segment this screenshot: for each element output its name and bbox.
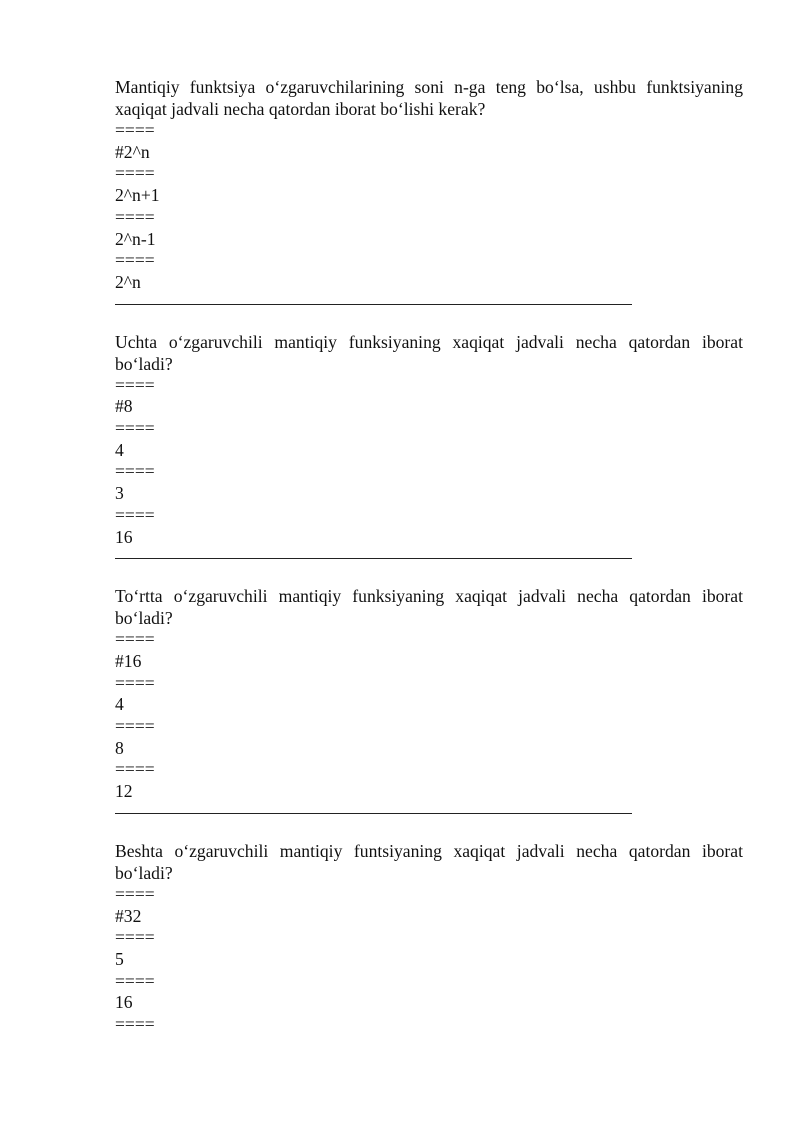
question-text: To‘rtta o‘zgaruvchili mantiqiy funksiyaning xaqiqat jadvali necha qatordan iborat bo‘ladi? — [115, 586, 743, 629]
horizontal-rule — [115, 304, 632, 305]
answer-option: 12 — [115, 781, 133, 802]
answer-option: 4 — [115, 439, 124, 460]
separator-line: ==== — [115, 716, 155, 737]
separator-line: ==== — [115, 250, 155, 271]
separator-line: ==== — [115, 927, 155, 948]
answer-option: 2^n-1 — [115, 228, 156, 249]
correct-answer: #16 — [115, 650, 142, 671]
separator-line: ==== — [115, 629, 155, 650]
separator-line: ==== — [115, 672, 155, 693]
horizontal-rule — [115, 558, 632, 559]
correct-answer: #2^n — [115, 141, 150, 162]
separator-line: ==== — [115, 374, 155, 395]
document-page — [115, 76, 743, 1036]
horizontal-rule — [115, 813, 632, 814]
separator-line: ==== — [115, 163, 155, 184]
correct-answer: #32 — [115, 905, 142, 926]
answer-option: 8 — [115, 737, 124, 758]
separator-line: ==== — [115, 970, 155, 991]
answer-option: 4 — [115, 694, 124, 715]
separator-line: ==== — [115, 759, 155, 780]
question-block-2 — [115, 331, 743, 560]
separator-line: ==== — [115, 120, 155, 140]
correct-answer: #8 — [115, 396, 133, 417]
answer-option: 2^n+1 — [115, 185, 160, 206]
separator-line: ==== — [115, 206, 155, 227]
separator-line: ==== — [115, 1014, 155, 1035]
separator-line: ==== — [115, 883, 155, 904]
question-text: Beshta o‘zgaruvchili mantiqiy funtsiyaning xaqiqat jadvali necha qatordan iborat bo‘ladi? — [115, 840, 743, 883]
question-text: Mantiqiy funktsiya o‘zgaruvchilarining soni n-ga teng bo‘lsa, ushbu funktsiyaning xaqiqat jadvali necha qatordan iborat bo‘lishi kerak? — [115, 77, 743, 119]
answer-option: 3 — [115, 483, 124, 504]
answer-option: 2^n — [115, 271, 141, 292]
separator-line: ==== — [115, 418, 155, 439]
answer-option: 16 — [115, 526, 133, 547]
separator-line: ==== — [115, 504, 155, 525]
answer-option: 16 — [115, 992, 133, 1013]
separator-line: ==== — [115, 461, 155, 482]
question-block-3 — [115, 585, 743, 814]
question-block-1 — [115, 76, 743, 305]
answer-option: 5 — [115, 948, 124, 969]
question-text: Uchta o‘zgaruvchili mantiqiy funksiyaning xaqiqat jadvali necha qatordan iborat bo‘ladi? — [115, 331, 743, 374]
question-block-4 — [115, 840, 743, 1036]
